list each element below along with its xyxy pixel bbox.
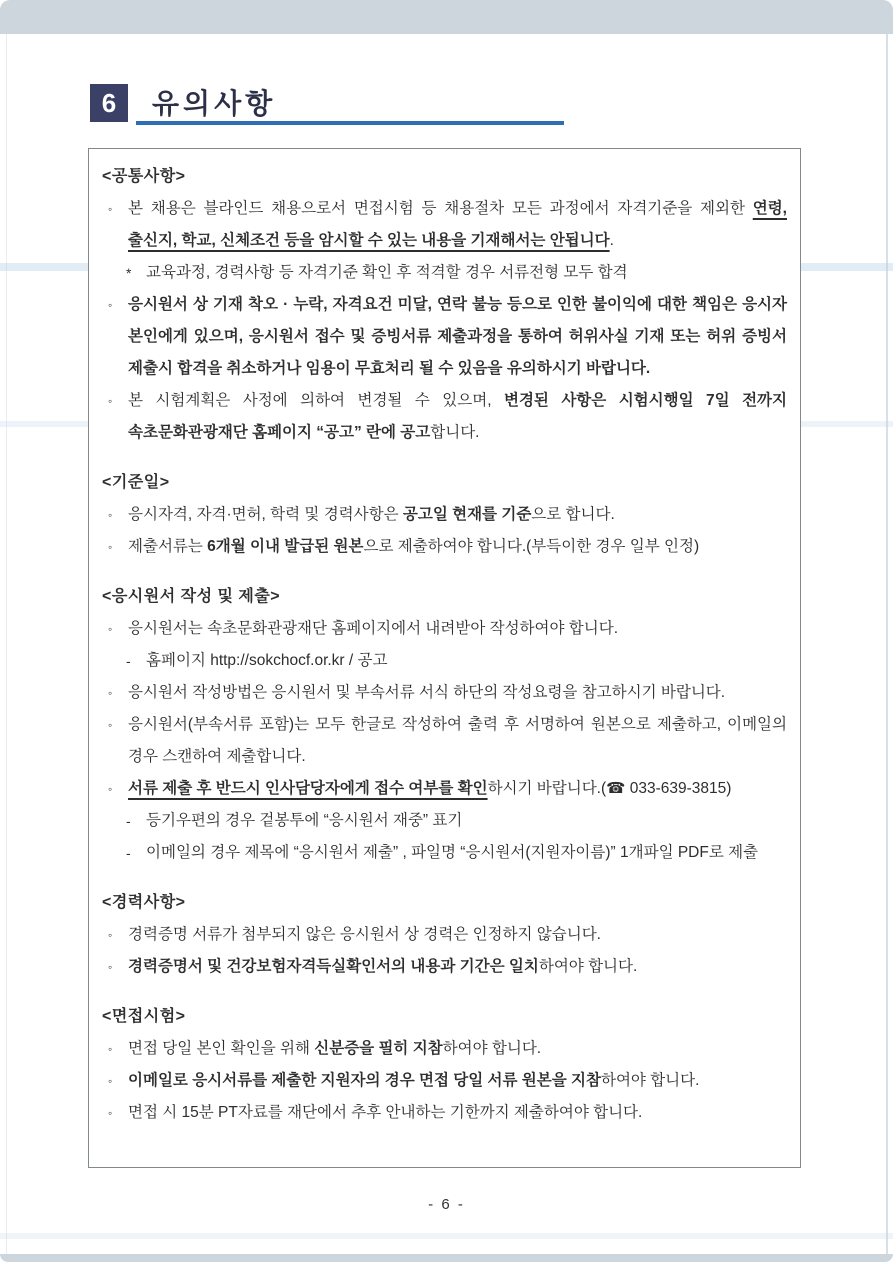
text-segment: 홈페이지 http://sokchocf.or.kr / 공고 bbox=[146, 652, 388, 669]
scan-right-edge bbox=[886, 34, 888, 1254]
bullet-marker: ◦ bbox=[108, 540, 113, 554]
scan-bottom-band bbox=[0, 1254, 893, 1262]
text-segment: 이메일로 응시서류를 제출한 지원자의 경우 면접 당일 서류 원본을 지참 bbox=[128, 1072, 601, 1089]
title-underline-rule bbox=[136, 121, 564, 125]
bullet-marker: - bbox=[126, 653, 131, 669]
text-segment: 연령, 출신지, 학교, 신체조건 등을 암시할 수 있는 내용을 기재해서는 안됩니다 bbox=[128, 200, 787, 249]
list-item bbox=[102, 919, 787, 951]
bullet-marker: ◦ bbox=[108, 622, 113, 636]
list-item bbox=[102, 1033, 787, 1065]
text-segment: 응시자격, 자격·면허, 학력 및 경력사항은 bbox=[128, 506, 403, 523]
text-segment: 응시원서 상 기재 착오 · 누락, 자격요건 미달, 연락 불능 등으로 인한 불이익에 대한 책임은 응시자 본인에게 있으며, 응시원서 접수 및 증빙서류 제출과정을 통하여 허위사실 기재 또는 허위 증빙서 제출시 합격을 취소하거나 임용이 무효처리 될 수 있음을 유의하시기 바랍니다. bbox=[128, 296, 787, 377]
text-segment: 면접 시 15분 PT자료를 재단에서 추후 안내하는 기한까지 제출하여야 합니다. bbox=[128, 1104, 643, 1121]
list-item bbox=[102, 1097, 787, 1129]
bullet-marker: ◦ bbox=[108, 1042, 113, 1056]
bullet-marker: ◦ bbox=[108, 202, 113, 216]
section-heading: <기준일> bbox=[102, 474, 170, 491]
bullet-marker: ◦ bbox=[108, 1074, 113, 1088]
text-segment: 으로 제출하여야 합니다.(부득이한 경우 일부 인정) bbox=[363, 538, 700, 555]
text-segment: 본 시험계획은 사정에 의하여 변경될 수 있으며, bbox=[128, 392, 504, 409]
list-item bbox=[102, 1065, 787, 1097]
sections bbox=[102, 161, 787, 1129]
text-segment: 하여야 합니다. bbox=[600, 1072, 700, 1089]
bullet-marker: - bbox=[126, 845, 131, 861]
scan-top-band bbox=[0, 0, 893, 34]
text-segment: 교육과정, 경력사항 등 자격기준 확인 후 적격할 경우 서류전형 모두 합격 bbox=[146, 264, 628, 281]
section-heading: <면접시험> bbox=[102, 1008, 186, 1025]
bullet-marker: ◦ bbox=[108, 1106, 113, 1120]
list-item bbox=[102, 193, 787, 257]
sub-item bbox=[102, 257, 787, 289]
scan-streak bbox=[0, 1233, 893, 1239]
text-segment: 서류 제출 후 반드시 인사담당자에게 접수 여부를 확인 bbox=[128, 780, 488, 797]
sub-item bbox=[102, 805, 787, 837]
text-segment: 이메일의 경우 제목에 “응시원서 제출” , 파일명 “응시원서(지원자이름)” 1개파일 PDF로 제출 bbox=[146, 844, 759, 861]
text-segment: . bbox=[609, 232, 614, 249]
bullet-marker: * bbox=[126, 265, 132, 281]
text-segment: 응시원서 작성방법은 응시원서 및 부속서류 서식 하단의 작성요령을 참고하시기 바랍니다. bbox=[128, 684, 726, 701]
bullet-marker: ◦ bbox=[108, 960, 113, 974]
text-segment: 공고일 현재를 기준 bbox=[402, 506, 532, 523]
list-item bbox=[102, 613, 787, 645]
text-segment: 경력증명서 및 건강보험자격득실확인서의 내용과 기간은 일치 bbox=[128, 958, 539, 975]
page-title: 유의사항 bbox=[152, 88, 277, 119]
page-number: - 6 - bbox=[428, 1196, 465, 1213]
list-item bbox=[102, 677, 787, 709]
list-item bbox=[102, 773, 787, 805]
text-segment: 응시원서(부속서류 포함)는 모두 한글로 작성하여 출력 후 서명하여 원본으로 제출하고, 이메일의 경우 스캔하여 제출합니다. bbox=[128, 716, 787, 765]
section-number-badge: 6 bbox=[90, 84, 128, 122]
bullet-marker: - bbox=[126, 813, 131, 829]
bullet-marker: ◦ bbox=[108, 298, 113, 312]
bullet-marker: ◦ bbox=[108, 508, 113, 522]
section-heading: <경력사항> bbox=[102, 894, 186, 911]
text-segment: 하여야 합니다. bbox=[442, 1040, 542, 1057]
bullet-marker: ◦ bbox=[108, 928, 113, 942]
text-segment: 6개월 이내 발급된 원본 bbox=[207, 538, 364, 555]
text-segment: 으로 합니다. bbox=[531, 506, 615, 523]
list-item bbox=[102, 499, 787, 531]
text-segment: 면접 당일 본인 확인을 위해 bbox=[128, 1040, 315, 1057]
text-segment: 경력증명 서류가 첨부되지 않은 응시원서 상 경력은 인정하지 않습니다. bbox=[128, 926, 601, 943]
bullet-marker: ◦ bbox=[108, 718, 113, 732]
list-item bbox=[102, 385, 787, 449]
section-heading: <공통사항> bbox=[102, 168, 186, 185]
list-item bbox=[102, 289, 787, 385]
text-segment: 제출서류는 bbox=[128, 538, 208, 555]
bullet-marker: ◦ bbox=[108, 686, 113, 700]
list-item bbox=[102, 531, 787, 563]
sub-item bbox=[102, 837, 787, 869]
text-segment: 등기우편의 경우 겉봉투에 “응시원서 재중” 표기 bbox=[146, 812, 463, 829]
text-segment: 본 채용은 블라인드 채용으로서 면접시험 등 채용절차 모든 과정에서 자격기준을 제외한 bbox=[128, 200, 753, 217]
notice-content-box bbox=[88, 148, 801, 1168]
list-item bbox=[102, 709, 787, 773]
text-segment: 신분증을 필히 지참 bbox=[314, 1040, 443, 1057]
scan-left-edge bbox=[6, 34, 7, 1254]
text-segment: 하여야 합니다. bbox=[538, 958, 638, 975]
list-item bbox=[102, 951, 787, 983]
sub-item bbox=[102, 645, 787, 677]
section-heading: <응시원서 작성 및 제출> bbox=[102, 588, 281, 605]
bullet-marker: ◦ bbox=[108, 394, 113, 408]
text-segment: 합니다. bbox=[430, 424, 480, 441]
bullet-marker: ◦ bbox=[108, 782, 113, 796]
text-segment: 응시원서는 속초문화관광재단 홈페이지에서 내려받아 작성하여야 합니다. bbox=[128, 620, 619, 637]
section-header bbox=[90, 84, 803, 128]
text-segment: 변경된 사항은 시험시행일 7일 전까지 속초문화관광재단 홈페이지 “공고” 란에 공고 bbox=[128, 392, 787, 441]
text-segment: 하시기 바랍니다.(☎ 033-639-3815) bbox=[487, 780, 732, 797]
